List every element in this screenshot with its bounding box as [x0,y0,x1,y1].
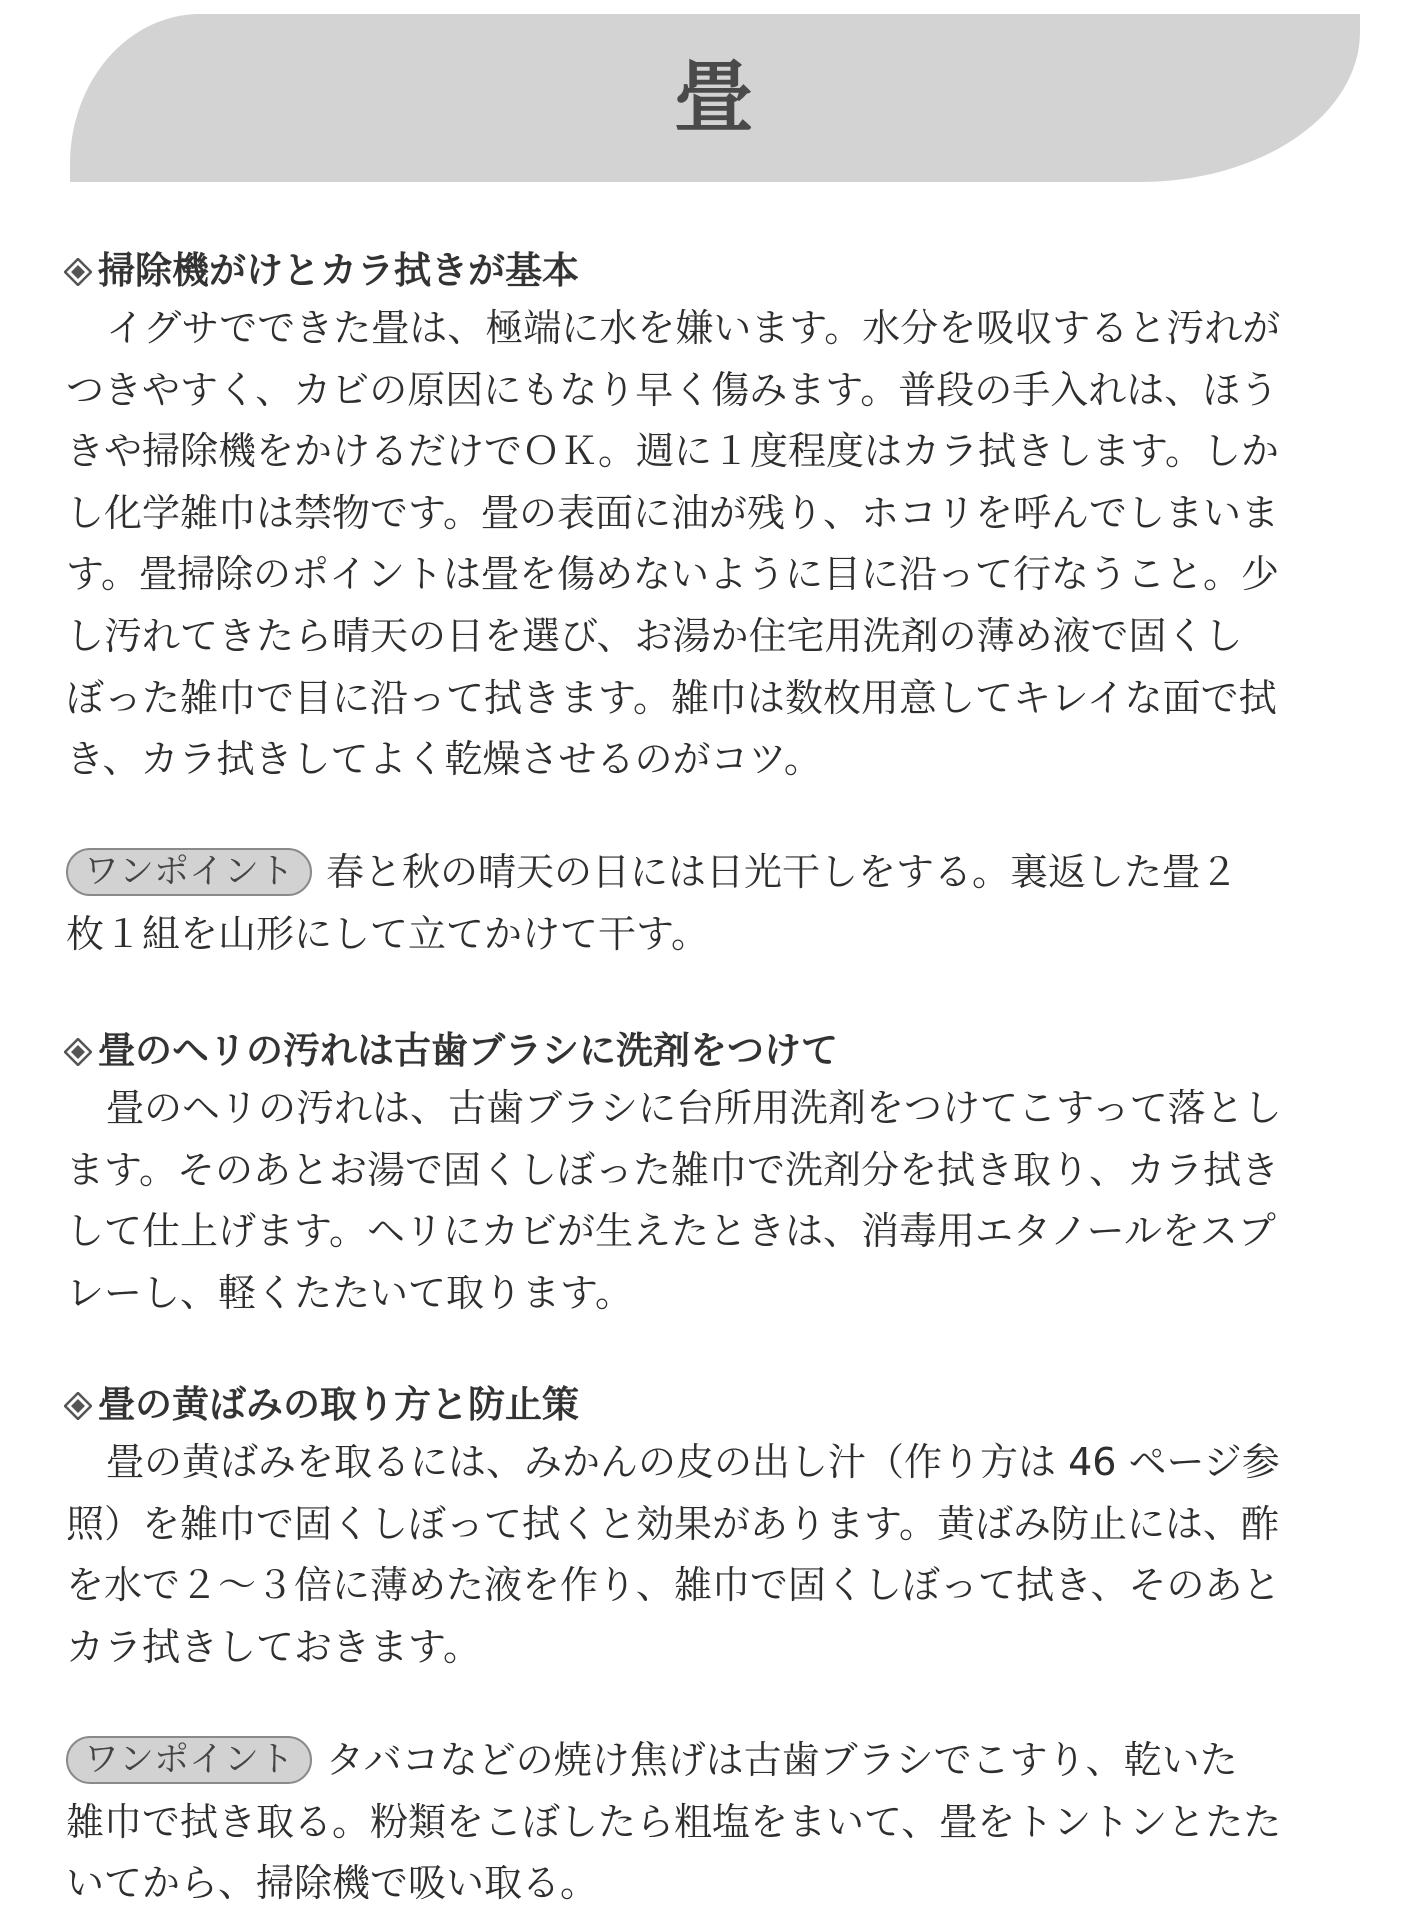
tip-line: 雑巾で拭き取る。粉類をこぼしたら粗塩をまいて、畳をトントンとたた [66,1799,1282,1844]
section-body [66,1432,1366,1678]
tip-block [66,842,1366,965]
body-line: ぼった雑巾で目に沿って拭きます。雑巾は数枚用意してキレイな面で拭 [66,675,1277,720]
body-line: ます。そのあとお湯で固くしぼった雑巾で洗剤分を拭き取り、カラ拭き [66,1147,1279,1192]
section-heading [62,246,579,296]
body-line: 照）を雑巾で固くしぼって拭くと効果があります。黄ばみ防止には、酢 [66,1501,1279,1546]
body-line: して仕上げます。ヘリにカビが生えたときは、消毒用エタノールをスプ [66,1209,1276,1254]
section-heading-text: 掃除機がけとカラ拭きが基本 [98,249,579,292]
tip-line: いてから、掃除機で吸い取る。 [66,1861,599,1906]
section-heading [62,1026,838,1076]
tip-line: 枚１組を山形にして立てかけて干す。 [66,911,709,956]
body-line: つきやすく、カビの原因にもなり早く傷みます。普段の手入れは、ほう [66,367,1279,412]
diamond-bullet-icon [64,258,92,286]
body-line: し汚れてきたら晴天の日を選び、お湯か住宅用洗剤の薄め液で固くし [66,613,1243,658]
body-line: し化学雑巾は禁物です。畳の表面に油が残り、ホコリを呼んでしまいま [66,490,1279,535]
body-line: きや掃除機をかけるだけでＯＫ。週に１度程度はカラ拭きします。しか [66,429,1279,474]
tip-block [66,1730,1366,1915]
tip-text: 春と秋の晴天の日には日光干しをする。裏返した畳２ [326,850,1239,894]
body-line: レーし、軽くたたいて取ります。 [66,1270,633,1315]
section-body [66,1078,1366,1324]
body-line: 畳のヘリの汚れは、古歯ブラシに台所用洗剤をつけてこすって落とし [106,1086,1282,1130]
diamond-bullet-icon [64,1038,92,1066]
body-line: カラ拭きしておきます。 [66,1624,481,1669]
section-heading [62,1380,579,1430]
section-body [66,298,1366,791]
section-heading-text: 畳のヘリの汚れは古歯ブラシに洗剤をつけて [98,1029,838,1072]
body-line: き、カラ拭きしてよく乾燥させるのがコツ。 [66,737,822,782]
tip-line [66,842,1366,904]
body-line: 畳の黄ばみを取るには、みかんの皮の出し汁（作り方は 46 ページ参 [106,1440,1280,1484]
body-line: を水で２〜３倍に薄めた液を作り、雑巾で固くしぼって拭き、そのあと [66,1563,1281,1608]
body-line: す。畳掃除のポイントは畳を傷めないように目に沿って行なうこと。少 [66,552,1279,597]
one-point-badge: ワンポイント [66,848,312,896]
page-title: 畳 [674,53,753,143]
section-heading-text: 畳の黄ばみの取り方と防止策 [98,1383,579,1426]
tip-line [66,1730,1366,1792]
tip-text: タバコなどの焼け焦げは古歯ブラシでこすり、乾いた [326,1738,1238,1782]
one-point-badge: ワンポイント [66,1736,312,1784]
body-line: イグサでできた畳は、極端に水を嫌います。水分を吸収すると汚れが [106,306,1281,350]
diamond-bullet-icon [64,1392,92,1420]
